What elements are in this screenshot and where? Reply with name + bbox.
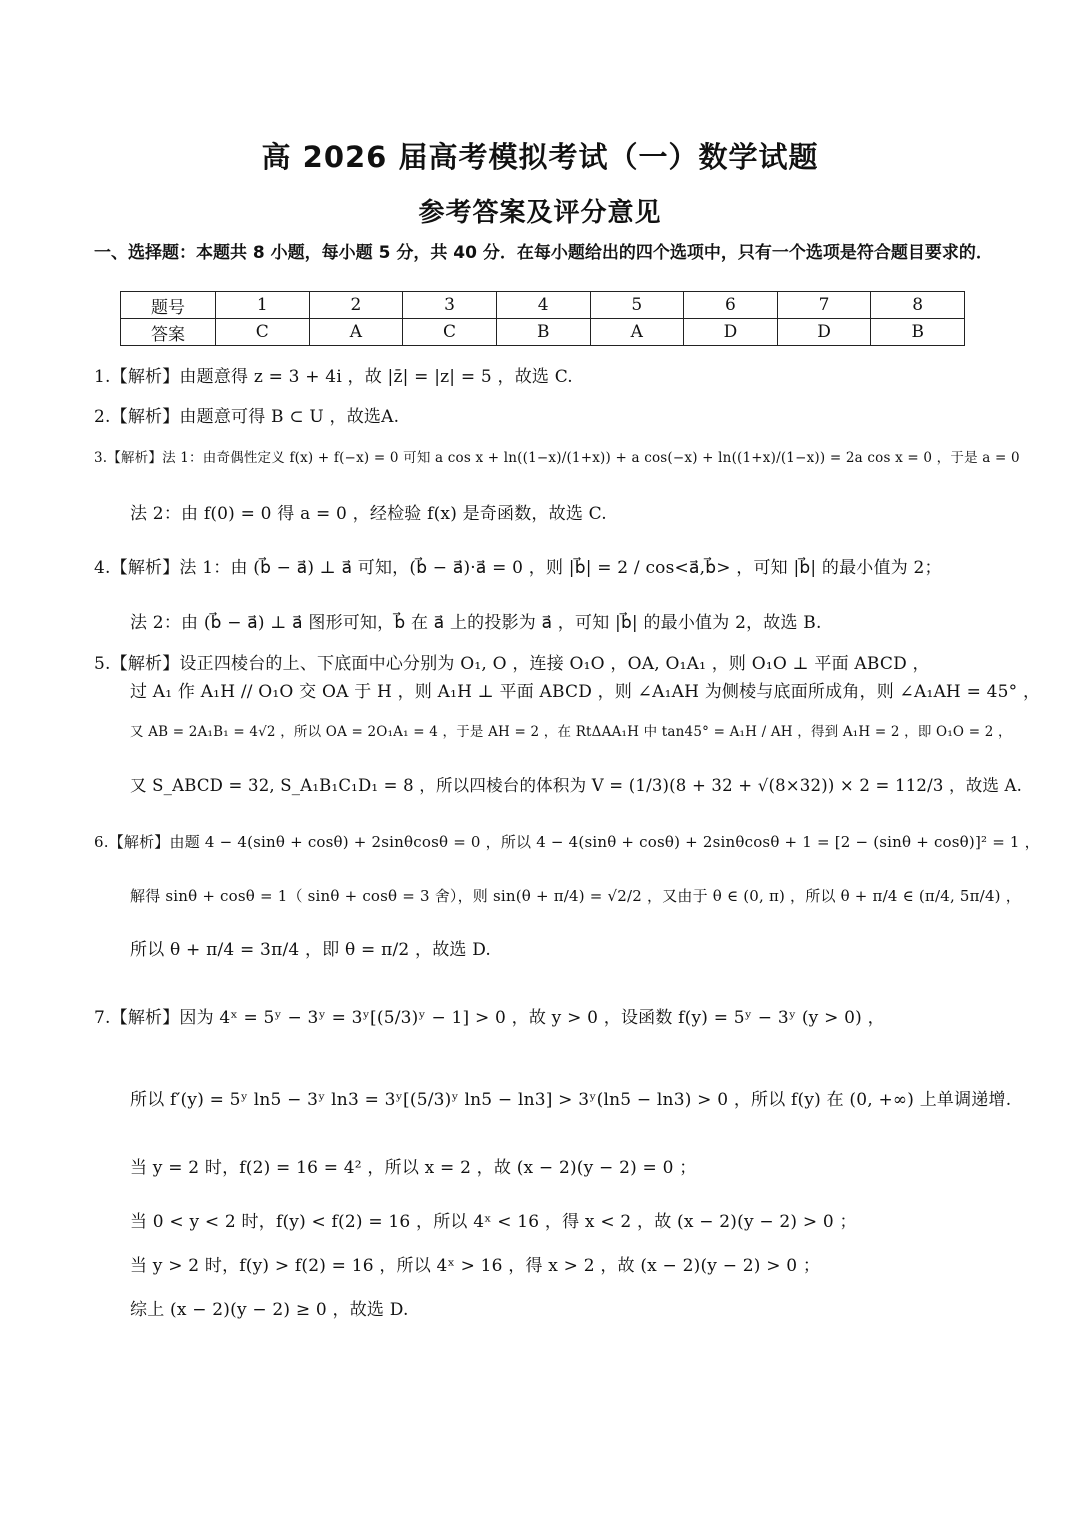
table-cell-number: 2 (309, 292, 403, 319)
table-cell-number: 1 (216, 292, 310, 319)
section-heading-multiple-choice: 一、选择题：本题共 8 小题，每小题 5 分，共 40 分．在每小题给出的四个选项中，只有一个选项是符合题目要求的． (94, 243, 993, 263)
solution-4-method-1: 4.【解析】法 1：由 (b⃗ − a⃗) ⊥ a⃗ 可知，(b⃗ − a⃗)·a⃗ = 0 ，则 |b⃗| = 2 / cos<a⃗,b⃗> ，可知 |b⃗| 的最小值为 2； (94, 558, 942, 578)
table-cell-number: 8 (871, 292, 965, 319)
table-row-numbers (121, 292, 965, 319)
solution-3-method-2: 法 2：由 f(0) = 0 得 a = 0 ，经检验 f(x) 是奇函数，故选 C. (130, 504, 607, 524)
solution-7-line-1: 7.【解析】因为 4ˣ = 5ʸ − 3ʸ = 3ʸ[(5/3)ʸ − 1] > 0 ，故 y > 0 ，设函数 f(y) = 5ʸ − 3ʸ (y > 0) ， (94, 1008, 885, 1028)
table-cell-answer: D (777, 319, 871, 346)
table-cell-answer: C (216, 319, 310, 346)
solution-3-method-1: 3.【解析】法 1：由奇偶性定义 f(x) + f(−x) = 0 可知 a cos x + ln((1−x)/(1+x)) + a cos(−x) + ln((1+x)/(1−x)) = 2a cos x = 0 ，于是 a = 0 (94, 450, 1020, 466)
page-subtitle: 参考答案及评分意见 (418, 198, 662, 228)
table-row-answers (121, 319, 965, 346)
solution-5-line-4: 又 S_ABCD = 32, S_A₁B₁C₁D₁ = 8 ，所以四棱台的体积为 V = (1/3)(8 + 32 + √(8×32)) × 2 = 112/3 ，故选 A. (130, 776, 1023, 795)
page-title: 高 2026 届高考模拟考试（一）数学试题 (261, 140, 819, 174)
table-cell-number: 5 (590, 292, 684, 319)
solution-6-line-2: 解得 sinθ + cosθ = 1（ sinθ + cosθ = 3 舍），则 sin(θ + π/4) = √2/2 ，又由于 θ ∈ (0, π) ，所以 θ + π/4 ∈ (π/4, 5π/4) ， (130, 887, 1021, 905)
solution-6-line-3: 所以 θ + π/4 = 3π/4 ，即 θ = π/2 ，故选 D. (130, 940, 492, 960)
table-cell-answer: D (684, 319, 778, 346)
solution-5-line-3: 又 AB = 2A₁B₁ = 4√2 ，所以 OA = 2O₁A₁ = 4 ，于是 AH = 2 ，在 RtΔAA₁H 中 tan45° = A₁H / AH ，得到 A₁H = 2 ，即 O₁O = 2 ， (130, 724, 1012, 740)
table-cell-number: 3 (403, 292, 497, 319)
solution-2: 2.【解析】由题意可得 B ⊂ U ，故选A. (94, 407, 400, 427)
table-cell-answer: C (403, 319, 497, 346)
solution-7-line-6: 综上 (x − 2)(y − 2) ≥ 0 ，故选 D. (130, 1300, 409, 1320)
table-cell-number: 4 (496, 292, 590, 319)
table-header-answer: 答案 (121, 319, 216, 346)
solution-7-line-4: 当 0 < y < 2 时，f(y) < f(2) = 16 ，所以 4ˣ < 16 ，得 x < 2 ，故 (x − 2)(y − 2) > 0 ； (130, 1212, 857, 1232)
answer-table (120, 291, 965, 346)
solution-1: 1.【解析】由题意得 z = 3 + 4i ，故 |z̄| = |z| = 5 ，故选 C. (94, 367, 573, 387)
table-header-question-number: 题号 (121, 292, 216, 319)
solution-5-line-1: 5.【解析】设正四棱台的上、下底面中心分别为 O₁, O ，连接 O₁O ，OA, O₁A₁ ，则 O₁O ⊥ 平面 ABCD ， (94, 654, 930, 674)
solution-4-method-2: 法 2：由 (b⃗ − a⃗) ⊥ a⃗ 图形可知，b⃗ 在 a⃗ 上的投影为 a⃗ ，可知 |b⃗| 的最小值为 2，故选 B. (130, 613, 822, 633)
solution-6-line-1: 6.【解析】由题 4 − 4(sinθ + cosθ) + 2sinθcosθ = 0 ，所以 4 − 4(sinθ + cosθ) + 2sinθcosθ + 1 = [2 − (sinθ + cosθ)]² = 1 ， (94, 833, 1040, 851)
solution-7-line-2: 所以 f′(y) = 5ʸ ln5 − 3ʸ ln3 = 3ʸ[(5/3)ʸ ln5 − ln3] > 3ʸ(ln5 − ln3) > 0 ，所以 f(y) 在 (0, +∞) 上单调递增. (130, 1090, 1012, 1110)
solution-7-line-3: 当 y = 2 时，f(2) = 16 = 4² ，所以 x = 2 ，故 (x − 2)(y − 2) = 0 ； (130, 1158, 697, 1178)
table-cell-answer: B (871, 319, 965, 346)
table-cell-number: 7 (777, 292, 871, 319)
solution-5-line-2: 过 A₁ 作 A₁H // O₁O 交 OA 于 H ，则 A₁H ⊥ 平面 ABCD ，则 ∠A₁AH 为侧棱与底面所成角，则 ∠A₁AH = 45° ， (130, 682, 1041, 702)
table-cell-number: 6 (684, 292, 778, 319)
solution-7-line-5: 当 y > 2 时，f(y) > f(2) = 16 ，所以 4ˣ > 16 ，得 x > 2 ，故 (x − 2)(y − 2) > 0 ； (130, 1256, 821, 1276)
table-cell-answer: B (496, 319, 590, 346)
table-cell-answer: A (590, 319, 684, 346)
table-cell-answer: A (309, 319, 403, 346)
